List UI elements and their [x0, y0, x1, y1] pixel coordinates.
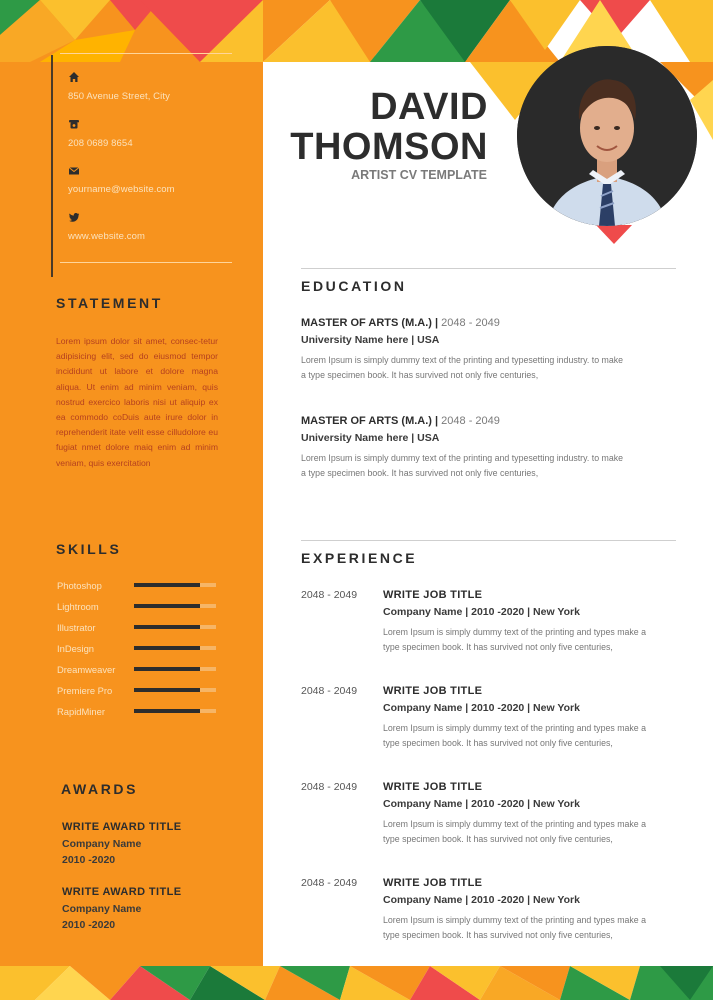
skill-bar-fill: [134, 646, 200, 650]
skill-label: Premiere Pro: [57, 685, 113, 696]
job-company: Company Name | 2010 -2020 | New York: [383, 606, 580, 618]
skill-bar-fill: [134, 688, 200, 692]
degree-years: 2048 - 2049: [441, 415, 500, 427]
skill-label: Dreamweaver: [57, 664, 116, 675]
degree-label: MASTER OF ARTS (M.A.) |: [301, 415, 439, 427]
awards-heading: AWARDS: [61, 781, 139, 797]
education-degree: [301, 415, 500, 427]
contact-bottom-divider: [60, 262, 232, 263]
skill-label: Illustrator: [57, 622, 96, 633]
statement-text: Lorem ipsum dolor sit amet, consec-tetur adipisicing elit, sed do eiusmod tempor incididunt ut labore et dolore magna aliqua. Ut enim ad minim veniam, quis nostrud exercico laboris nisi ut aliquip ex ea commodo coDuis aute irure dolor in reprehenderit itate velit esse cilludolore eu fugiat nmet dolore maiq enim ad minim veniam, quis exercitation: [56, 336, 218, 468]
degree-years: 2048 - 2049: [441, 317, 500, 329]
job-description-line: Lorem Ipsum is simply dummy text of the printing and types make a: [383, 723, 647, 733]
skill-bar-fill: [134, 625, 200, 629]
last-name: THOMSON: [290, 126, 488, 168]
profile-photo: [517, 46, 697, 226]
skill-bar-fill: [134, 583, 200, 587]
cv-subtitle: ARTIST CV TEMPLATE: [351, 168, 487, 182]
contact-top-divider: [60, 53, 232, 54]
education-description-line: a type specimen book. It has survived not only five centuries,: [301, 370, 539, 380]
skill-bar-fill: [134, 604, 200, 608]
education-heading: EDUCATION: [301, 278, 407, 294]
education-university: University Name here | USA: [301, 334, 440, 346]
job-description-line: Lorem Ipsum is simply dummy text of the printing and types make a: [383, 819, 647, 829]
job-description-line: Lorem Ipsum is simply dummy text of the printing and types make a: [383, 627, 647, 637]
education-university: University Name here | USA: [301, 432, 440, 444]
skill-bar-fill: [134, 667, 200, 671]
job-company: Company Name | 2010 -2020 | New York: [383, 798, 580, 810]
job-description-line: Lorem Ipsum is simply dummy text of the printing and types make a: [383, 915, 647, 925]
skill-label: InDesign: [57, 643, 95, 654]
experience-years: 2048 - 2049: [301, 781, 358, 793]
education-description-line: Lorem Ipsum is simply dummy text of the printing and typesetting industry. to make: [301, 355, 624, 365]
job-description-line: type specimen book. It has survived not only five centuries,: [383, 834, 613, 844]
portrait-image: [517, 46, 697, 226]
skill-bar-track: [134, 604, 216, 608]
home-icon: [68, 71, 80, 83]
education-description-line: a type specimen book. It has survived not only five centuries,: [301, 468, 539, 478]
award-title: WRITE AWARD TITLE: [62, 886, 182, 898]
contact-vertical-rule: [51, 55, 53, 277]
job-description-line: type specimen book. It has survived not only five centuries,: [383, 930, 613, 940]
skill-bar-track: [134, 646, 216, 650]
first-name: DAVID: [370, 86, 488, 128]
skill-bar-track: [134, 625, 216, 629]
award-years: 2010 -2020: [62, 854, 116, 866]
experience-years: 2048 - 2049: [301, 877, 358, 889]
skill-bar-fill: [134, 709, 200, 713]
job-company: Company Name | 2010 -2020 | New York: [383, 894, 580, 906]
skills-heading: SKILLS: [56, 541, 122, 557]
job-description-line: type specimen book. It has survived not only five centuries,: [383, 738, 613, 748]
skill-label: Photoshop: [57, 580, 102, 591]
contact-website[interactable]: www.website.com: [68, 231, 145, 242]
contact-email[interactable]: yourname@website.com: [68, 184, 175, 195]
award-company: Company Name: [62, 903, 142, 915]
contact-phone: 208 0689 8654: [68, 138, 133, 149]
education-description-line: Lorem Ipsum is simply dummy text of the printing and typesetting industry. to make: [301, 453, 624, 463]
job-title: WRITE JOB TITLE: [383, 877, 483, 889]
skill-bar-track: [134, 709, 216, 713]
email-icon: [68, 165, 80, 177]
award-years: 2010 -2020: [62, 919, 116, 931]
job-title: WRITE JOB TITLE: [383, 781, 483, 793]
job-description-line: type specimen book. It has survived not only five centuries,: [383, 642, 613, 652]
education-divider: [301, 268, 676, 269]
experience-years: 2048 - 2049: [301, 685, 358, 697]
contact-address: 850 Avenue Street, City: [68, 91, 170, 102]
experience-divider: [301, 540, 676, 541]
job-title: WRITE JOB TITLE: [383, 589, 483, 601]
statement-heading: STATEMENT: [56, 295, 163, 311]
award-company: Company Name: [62, 838, 142, 850]
skill-bar-track: [134, 667, 216, 671]
experience-years: 2048 - 2049: [301, 589, 358, 601]
skill-bar-track: [134, 688, 216, 692]
phone-icon: [68, 118, 80, 130]
job-title: WRITE JOB TITLE: [383, 685, 483, 697]
skill-bar-track: [134, 583, 216, 587]
degree-label: MASTER OF ARTS (M.A.) |: [301, 317, 439, 329]
twitter-icon: [68, 211, 80, 223]
experience-heading: EXPERIENCE: [301, 550, 418, 566]
skill-label: Lightroom: [57, 601, 99, 612]
skill-label: RapidMiner: [57, 706, 105, 717]
award-title: WRITE AWARD TITLE: [62, 821, 182, 833]
education-degree: [301, 317, 500, 329]
job-company: Company Name | 2010 -2020 | New York: [383, 702, 580, 714]
